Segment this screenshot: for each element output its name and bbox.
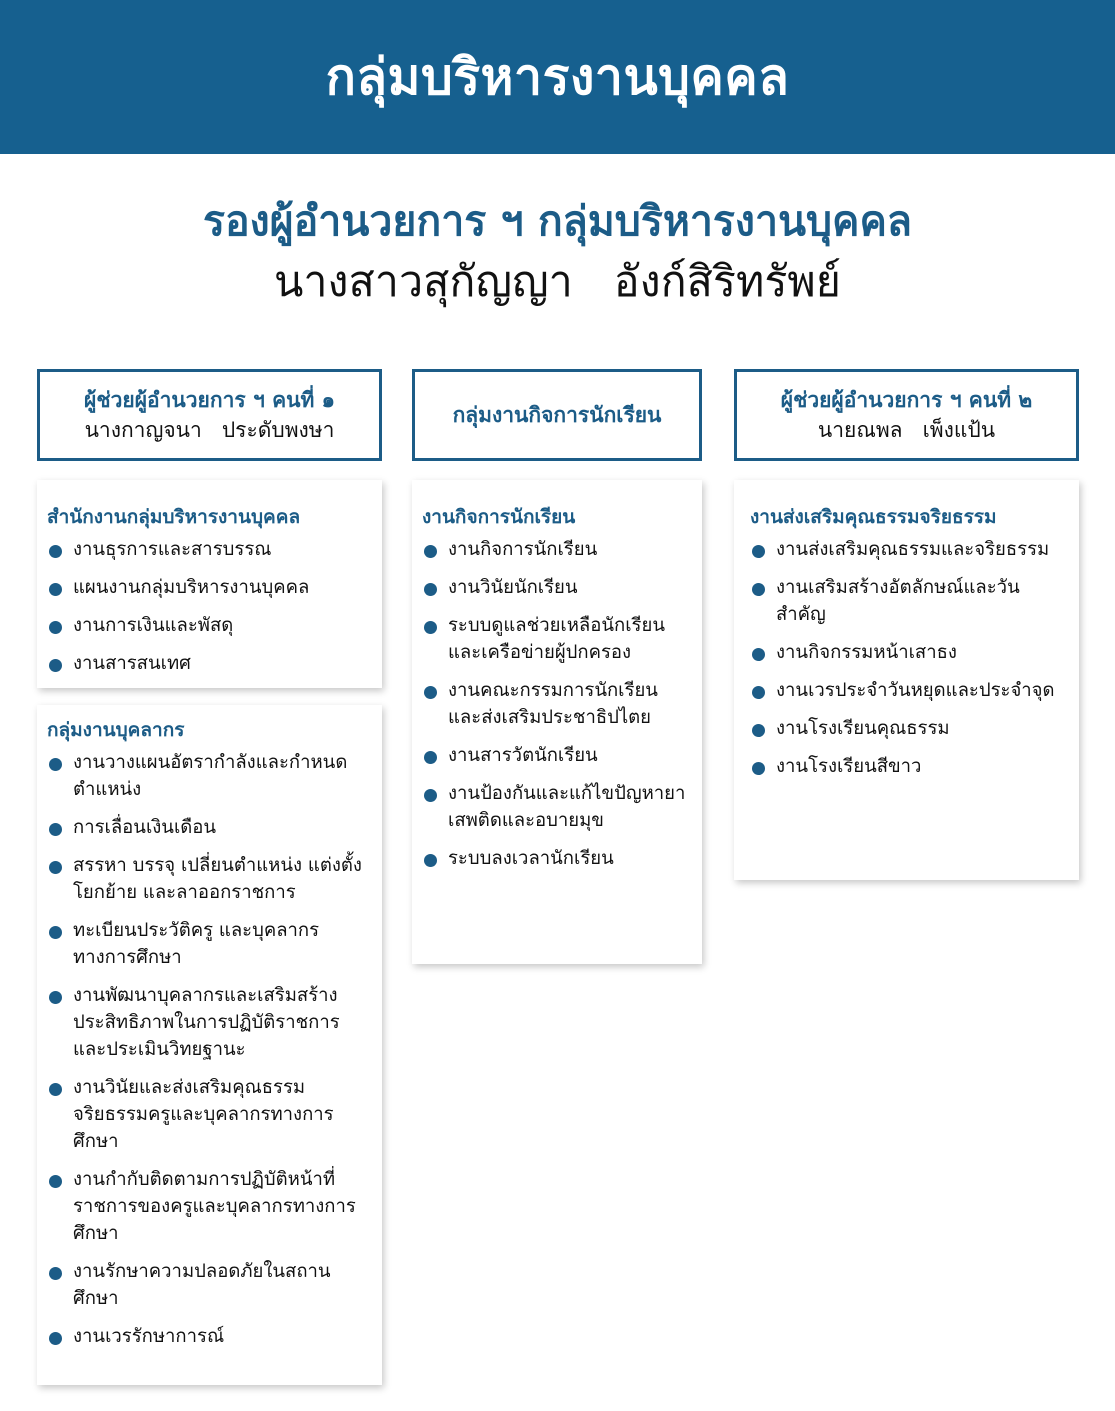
leader-role: รองผู้อำนวยการ ฯ กลุ่มบริหารงานบุคคล [202,197,912,245]
list-item: งานป้องกันและแก้ไขปัญหายาเสพติดและอบายมุข [422,780,690,834]
list-item: งานวินัยนักเรียน [422,574,690,601]
header-bar [0,0,1115,154]
card-title: งานกิจการนักเรียน [422,506,576,528]
assistant-1-name: นางกาญจนา ประดับพงษา [84,418,335,442]
ethics-card [734,480,1079,880]
student-card [412,480,702,964]
list-item: การเลื่อนเงินเดือน [47,814,370,841]
office-list [47,536,370,677]
card-title: งานส่งเสริมคุณธรรมจริยธรรม [750,506,997,528]
list-item: งานกำกับติดตามการปฏิบัติหน้าที่ราชการของครูและบุคลากรทางการศึกษา [47,1166,370,1247]
list-item: งานรักษาความปลอดภัยในสถานศึกษา [47,1258,370,1312]
leader-block [0,192,1115,314]
student-list [422,536,690,872]
student-affairs-title: กลุ่มงานกิจการนักเรียน [452,402,662,427]
list-item: งานเสริมสร้างอัตลักษณ์และวันสำคัญ [750,574,1067,628]
leader-name: นางสาวสุกัญญา อังก์สิริทรัพย์ [274,257,841,307]
list-item: งานโรงเรียนสีขาว [750,753,1067,780]
card-title: กลุ่มงานบุคลากร [47,719,185,741]
list-item: งานการเงินและพัสดุ [47,612,370,639]
list-item: งานกิจกรรมหน้าเสาธง [750,639,1067,666]
list-item: งานวางแผนอัตรากำลังและกำหนดตำแหน่ง [47,749,370,803]
list-item: ทะเบียนประวัติครู และบุคลากรทางการศึกษา [47,917,370,971]
list-item: งานพัฒนาบุคลากรและเสริมสร้างประสิทธิภาพในการปฏิบัติราชการและประเมินวิทยฐานะ [47,982,370,1063]
assistant-2-name: นายณพล เพ็งแป้น [817,418,996,442]
personnel-card [37,705,382,1385]
page-title: กลุ่มบริหารงานบุคคล [325,47,790,106]
assistant-1-role: ผู้ช่วยผู้อำนวยการ ฯ คนที่ ๑ [84,388,335,412]
assistant-1-box [37,369,382,461]
list-item: งานสารสนเทศ [47,650,370,677]
list-item: งานส่งเสริมคุณธรรมและจริยธรรม [750,536,1067,563]
list-item: ระบบลงเวลานักเรียน [422,845,690,872]
list-item: งานคณะกรรมการนักเรียนและส่งเสริมประชาธิปไตย [422,677,690,731]
card-title: สำนักงานกลุ่มบริหารงานบุคคล [47,506,301,528]
list-item: งานวินัยและส่งเสริมคุณธรรมจริยธรรมครูและบุคลากรทางการศึกษา [47,1074,370,1155]
list-item: แผนงานกลุ่มบริหารงานบุคคล [47,574,370,601]
assistant-2-box [734,369,1079,461]
office-card [37,480,382,688]
assistant-2-role: ผู้ช่วยผู้อำนวยการ ฯ คนที่ ๒ [780,388,1033,412]
list-item: สรรหา บรรจุ เปลี่ยนตำแหน่ง แต่งตั้ง โยกย้าย และลาออกราชการ [47,852,370,906]
personnel-list [47,749,370,1350]
student-affairs-box [412,369,702,461]
ethics-list [750,536,1067,780]
list-item: งานกิจการนักเรียน [422,536,690,563]
list-item: งานโรงเรียนคุณธรรม [750,715,1067,742]
list-item: งานสารวัตนักเรียน [422,742,690,769]
list-item: ระบบดูแลช่วยเหลือนักเรียนและเครือข่ายผู้ปกครอง [422,612,690,666]
list-item: งานธุรการและสารบรรณ [47,536,370,563]
list-item: งานเวรรักษาการณ์ [47,1323,370,1350]
list-item: งานเวรประจำวันหยุดและประจำจุด [750,677,1067,704]
